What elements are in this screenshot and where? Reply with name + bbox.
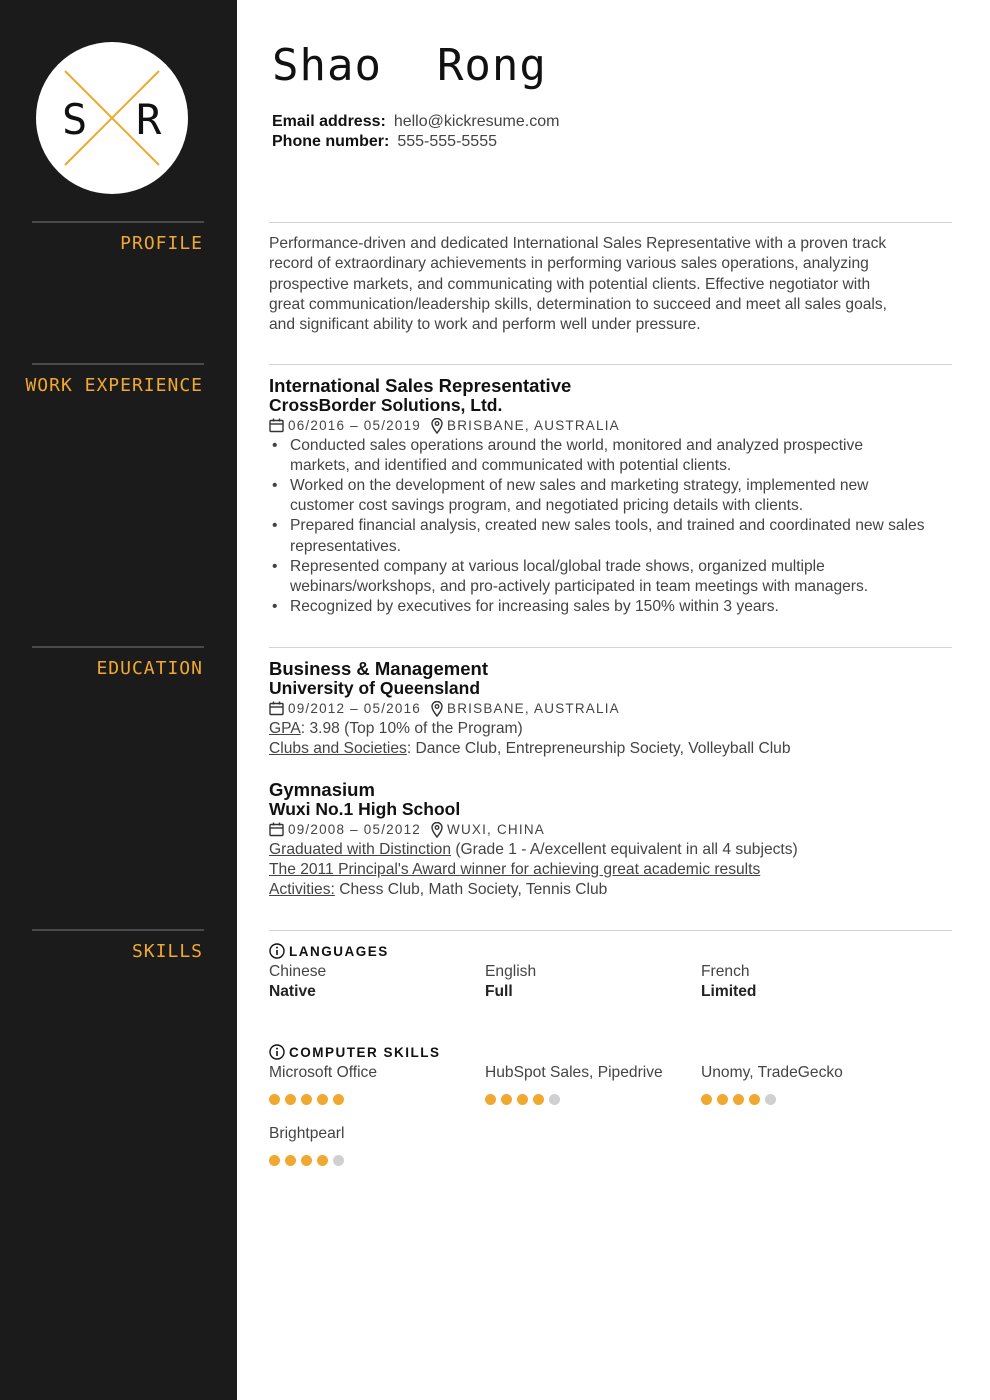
- activities-value: Chess Club, Math Society, Tennis Club: [334, 881, 608, 899]
- rating-dot-empty: [333, 1155, 344, 1166]
- education-entry: [269, 780, 929, 900]
- school-name: Wuxi No.1 High School: [269, 799, 461, 819]
- computer-skill-item: [269, 1063, 479, 1105]
- section-divider: [269, 222, 952, 223]
- email-value[interactable]: hello@kickresume.com: [393, 113, 560, 130]
- award-line: The 2011 Principal's Award winner for achieving great academic results: [269, 860, 761, 878]
- rating-dot-filled: [301, 1155, 312, 1166]
- language-name: French: [701, 963, 750, 980]
- work-bullets: [269, 436, 929, 618]
- work-location: BRISBANE, AUSTRALIA: [447, 417, 620, 433]
- rating-dot-filled: [317, 1155, 328, 1166]
- profile-text: Performance-driven and dedicated International Sales Representative with a proven track record of extraordinary achievements in performing various sales operations, analyzing prospective markets, and communicating with potential clients. Effective negotiator with great communication/leadership skills, determination to succeed and meet all sales goals, and significant ability to work and perform well under pressure.: [269, 235, 888, 334]
- gpa-line: [269, 719, 929, 739]
- computer-skills-heading: [269, 1044, 441, 1060]
- education-dates: 09/2008 – 05/2012: [288, 821, 422, 837]
- language-name: English: [485, 963, 537, 980]
- language-item: [701, 962, 911, 1003]
- rating-dot-empty: [549, 1094, 560, 1105]
- language-item: [485, 962, 695, 1003]
- language-level: Native: [269, 983, 316, 1001]
- rating-dot-filled: [717, 1094, 728, 1105]
- clubs-label: Clubs and Societies: [269, 739, 407, 757]
- distinction-line: [269, 840, 929, 860]
- contact-email: [272, 113, 559, 131]
- school-name: University of Queensland: [269, 678, 481, 698]
- education-location: WUXI, CHINA: [447, 821, 545, 837]
- degree: Business & Management: [269, 658, 488, 679]
- sidebar-divider: [32, 221, 204, 223]
- education-dates: 09/2012 – 05/2016: [288, 700, 422, 716]
- skill-rating: [269, 1155, 479, 1166]
- list-item: • Represented company at various local/global trade shows, organized multiple webinars/workshops, and pro-actively participated in team meetings with managers.: [290, 557, 925, 597]
- rating-dot-filled: [485, 1094, 496, 1105]
- languages-label: LANGUAGES: [289, 943, 389, 959]
- computer-skill-item: [485, 1063, 695, 1105]
- rating-dot-filled: [333, 1094, 344, 1105]
- activities-label: Activities:: [269, 881, 335, 899]
- gpa-value: : 3.98 (Top 10% of the Program): [300, 719, 523, 737]
- section-title-education: EDUCATION: [96, 658, 203, 679]
- rating-dot-empty: [765, 1094, 776, 1105]
- skill-rating: [485, 1094, 695, 1105]
- list-item: • Worked on the development of new sales and marketing strategy, implemented new customer cost savings program, and negotiated pricing details with clients.: [290, 476, 925, 516]
- gpa-label: GPA: [269, 719, 301, 737]
- section-title-skills: SKILLS: [131, 941, 203, 962]
- clubs-line: [269, 739, 929, 759]
- work-meta: [269, 416, 929, 436]
- monogram-right-letter: R: [136, 95, 162, 144]
- clubs-value: : Dance Club, Entrepreneurship Society, Volleyball Club: [406, 739, 791, 757]
- skill-rating: [701, 1094, 911, 1105]
- language-name: Chinese: [269, 963, 327, 980]
- education-location: BRISBANE, AUSTRALIA: [447, 700, 620, 716]
- skill-rating: [269, 1094, 479, 1105]
- education-entry: [269, 659, 929, 759]
- section-title-work: WORK EXPERIENCE: [25, 375, 203, 396]
- computer-skill-name: HubSpot Sales, Pipedrive: [485, 1064, 663, 1081]
- sidebar-divider: [32, 646, 204, 648]
- job-title: International Sales Representative: [269, 375, 572, 396]
- distinction-label: Graduated with Distinction: [269, 840, 452, 858]
- computer-skill-name: Brightpearl: [269, 1125, 345, 1142]
- list-item: • Prepared financial analysis, created new sales tools, and trained and coordinated new sales representatives.: [290, 516, 925, 556]
- calendar-icon: [269, 701, 284, 716]
- phone-label: Phone number:: [272, 133, 390, 150]
- language-level: Limited: [701, 983, 757, 1001]
- rating-dot-filled: [317, 1094, 328, 1105]
- distinction-value: (Grade 1 - A/excellent equivalent in all 4 subjects): [451, 840, 798, 858]
- computer-skill-item: [701, 1063, 911, 1105]
- sidebar-divider: [32, 363, 204, 365]
- rating-dot-filled: [701, 1094, 712, 1105]
- rating-dot-filled: [285, 1094, 296, 1105]
- contact-phone: [272, 133, 497, 151]
- sidebar: [0, 0, 237, 1400]
- work-dates: 06/2016 – 05/2019: [288, 417, 422, 433]
- section-divider: [269, 364, 952, 365]
- activities-line: [269, 880, 929, 900]
- candidate-name: Shao Rong: [272, 40, 547, 91]
- computer-skills-label: COMPUTER SKILLS: [289, 1044, 441, 1060]
- section-title-profile: PROFILE: [120, 233, 203, 254]
- sidebar-divider: [32, 929, 204, 931]
- calendar-icon: [269, 822, 284, 837]
- section-divider: [269, 930, 952, 931]
- rating-dot-filled: [517, 1094, 528, 1105]
- rating-dot-filled: [733, 1094, 744, 1105]
- rating-dot-filled: [269, 1155, 280, 1166]
- location-pin-icon: [431, 418, 443, 434]
- list-item: • Conducted sales operations around the world, monitored and analyzed prospective markets, and identified and communicated with potential clients.: [290, 436, 925, 476]
- language-level: Full: [485, 983, 513, 1001]
- calendar-icon: [269, 418, 284, 433]
- languages-heading: [269, 943, 389, 959]
- work-entry: [269, 376, 929, 617]
- computer-skill-name: Microsoft Office: [269, 1064, 378, 1081]
- rating-dot-filled: [269, 1094, 280, 1105]
- rating-dot-filled: [301, 1094, 312, 1105]
- list-item: • Recognized by executives for increasing sales by 150% within 3 years.: [290, 597, 925, 617]
- company-name: CrossBorder Solutions, Ltd.: [269, 395, 503, 415]
- computer-skill-item: [269, 1124, 479, 1166]
- language-item: [269, 962, 479, 1003]
- info-icon: [269, 1044, 285, 1060]
- email-label: Email address:: [272, 113, 386, 130]
- education-meta: [269, 699, 929, 719]
- monogram-logo: [36, 42, 188, 194]
- monogram-left-letter: S: [62, 95, 88, 144]
- location-pin-icon: [431, 822, 443, 838]
- rating-dot-filled: [501, 1094, 512, 1105]
- rating-dot-filled: [749, 1094, 760, 1105]
- computer-skill-name: Unomy, TradeGecko: [701, 1064, 843, 1081]
- degree: Gymnasium: [269, 779, 375, 800]
- section-divider: [269, 647, 952, 648]
- phone-value[interactable]: 555-555-5555: [397, 133, 497, 150]
- education-meta: [269, 820, 929, 840]
- rating-dot-filled: [285, 1155, 296, 1166]
- info-icon: [269, 943, 285, 959]
- rating-dot-filled: [533, 1094, 544, 1105]
- location-pin-icon: [431, 701, 443, 717]
